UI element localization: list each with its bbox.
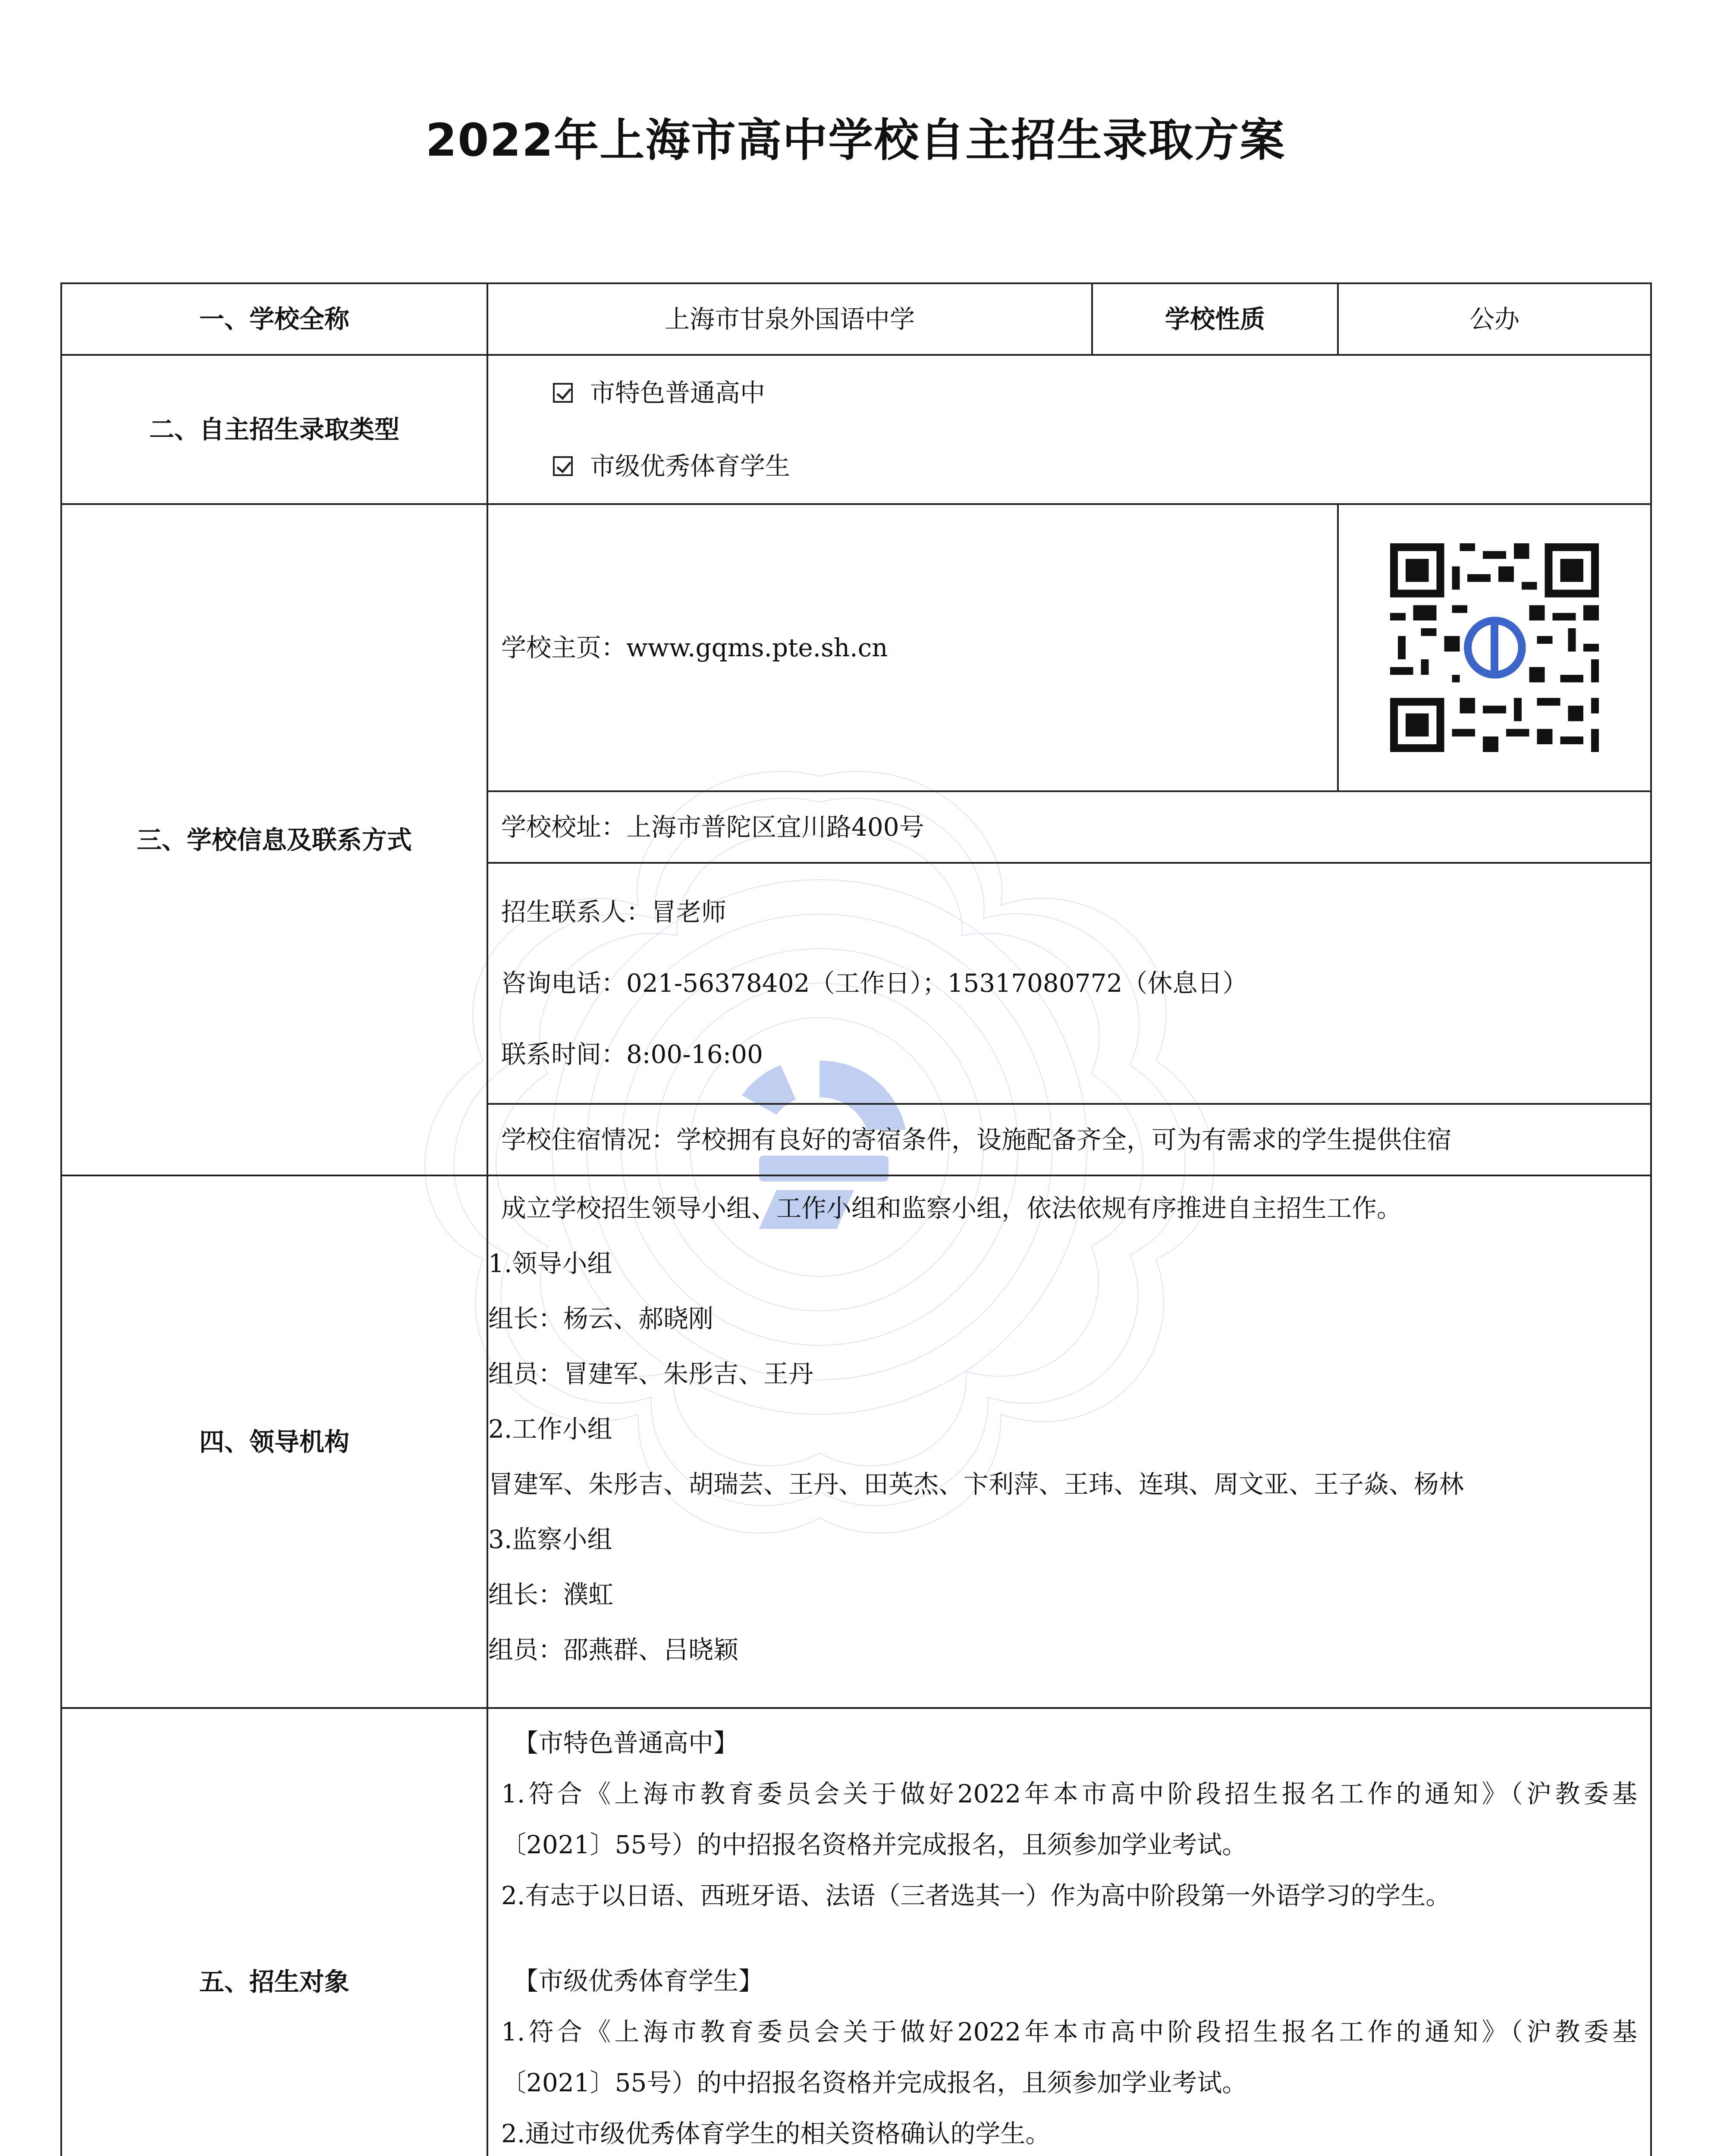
- target-item: 1.符合《上海市教育委员会关于做好2022年本市高中阶段招生报名工作的通知》（沪教委基: [501, 1779, 1637, 1808]
- row-contact-homepage: [61, 504, 1651, 791]
- row-leadership: [61, 1175, 1651, 1708]
- school-name-value: 上海市甘泉外国语中学: [487, 283, 1092, 355]
- targets-label: 五、招生对象: [61, 1708, 487, 2156]
- qr-code-icon: [1382, 536, 1607, 760]
- admission-type-item: [488, 356, 1650, 429]
- contact-details-cell: [487, 863, 1651, 1104]
- admission-type-label: 市级优秀体育学生: [590, 451, 791, 481]
- contact-label: 三、学校信息及联系方式: [61, 504, 487, 1175]
- admission-types-label: 二、自主招生录取类型: [61, 355, 487, 504]
- leadership-label: 四、领导机构: [61, 1175, 487, 1708]
- row-admission-types: [61, 355, 1651, 504]
- page-title: 2022年上海市高中学校自主招生录取方案: [425, 114, 1286, 166]
- admission-type-item: [488, 429, 1650, 503]
- leadership-line: 组员：冒建军、朱彤吉、王丹: [488, 1359, 814, 1388]
- target-item: 2.通过市级优秀体育学生的相关资格确认的学生。: [501, 2119, 1051, 2148]
- checkbox-checked-icon: [553, 383, 573, 403]
- target-group-title: 【市级优秀体育学生】: [513, 1966, 764, 1996]
- target-item: 〔2021〕55号）的中招报名资格并完成报名，且须参加学业考试。: [501, 1830, 1247, 1859]
- leadership-line: 2.工作小组: [488, 1414, 612, 1444]
- dorm-text: 学校住宿情况：学校拥有良好的寄宿条件，设施配备齐全，可为有需求的学生提供住宿: [487, 1104, 1651, 1175]
- leadership-line: 3.监察小组: [488, 1525, 612, 1554]
- target-item: 〔2021〕55号）的中招报名资格并完成报名，且须参加学业考试。: [501, 2068, 1247, 2097]
- target-item: 2.有志于以日语、西班牙语、法语（三者选其一）作为高中阶段第一外语学习的学生。: [501, 1881, 1451, 1910]
- leadership-line: 组员：邵燕群、吕晓颖: [488, 1635, 739, 1664]
- checkbox-checked-icon: [553, 456, 573, 476]
- leadership-line: 组长：濮虹: [488, 1580, 614, 1609]
- homepage-text: 学校主页：www.gqms.pte.sh.cn: [501, 633, 888, 662]
- admission-type-label: 市特色普通高中: [590, 378, 766, 407]
- address-text: 学校校址：上海市普陀区宜川路400号: [487, 791, 1651, 863]
- leadership-line: 成立学校招生领导小组、工作小组和监察小组，依法依规有序推进自主招生工作。: [501, 1194, 1402, 1223]
- leadership-line: 组长：杨云、郝晓刚: [488, 1304, 714, 1333]
- row-targets: [61, 1708, 1651, 2156]
- admission-types-cell: [487, 355, 1651, 504]
- target-group-title: 【市特色普通高中】: [513, 1728, 739, 1758]
- targets-cell: [487, 1708, 1651, 2156]
- qr-code-cell: [1338, 504, 1651, 791]
- school-nature-label: 学校性质: [1092, 283, 1338, 355]
- admission-form-table: [60, 282, 1652, 2156]
- phone-text: 咨询电话：021-56378402（工作日）；15317080772（休息日）: [501, 968, 1248, 998]
- school-nature-value: 公办: [1338, 283, 1651, 355]
- homepage-cell: [487, 504, 1338, 791]
- contact-person-text: 招生联系人：冒老师: [501, 897, 727, 927]
- leadership-line: 1.领导小组: [488, 1249, 612, 1278]
- leadership-line: 冒建军、朱彤吉、胡瑞芸、王丹、田英杰、卞利萍、王玮、连琪、周文亚、王子焱、杨林: [488, 1470, 1464, 1499]
- row-school-name: [61, 283, 1651, 355]
- leadership-cell: [487, 1175, 1651, 1708]
- target-item: 1.符合《上海市教育委员会关于做好2022年本市高中阶段招生报名工作的通知》（沪教委基: [501, 2017, 1637, 2046]
- hours-text: 联系时间：8:00-16:00: [501, 1040, 763, 1069]
- school-name-label: 一、学校全称: [61, 283, 487, 355]
